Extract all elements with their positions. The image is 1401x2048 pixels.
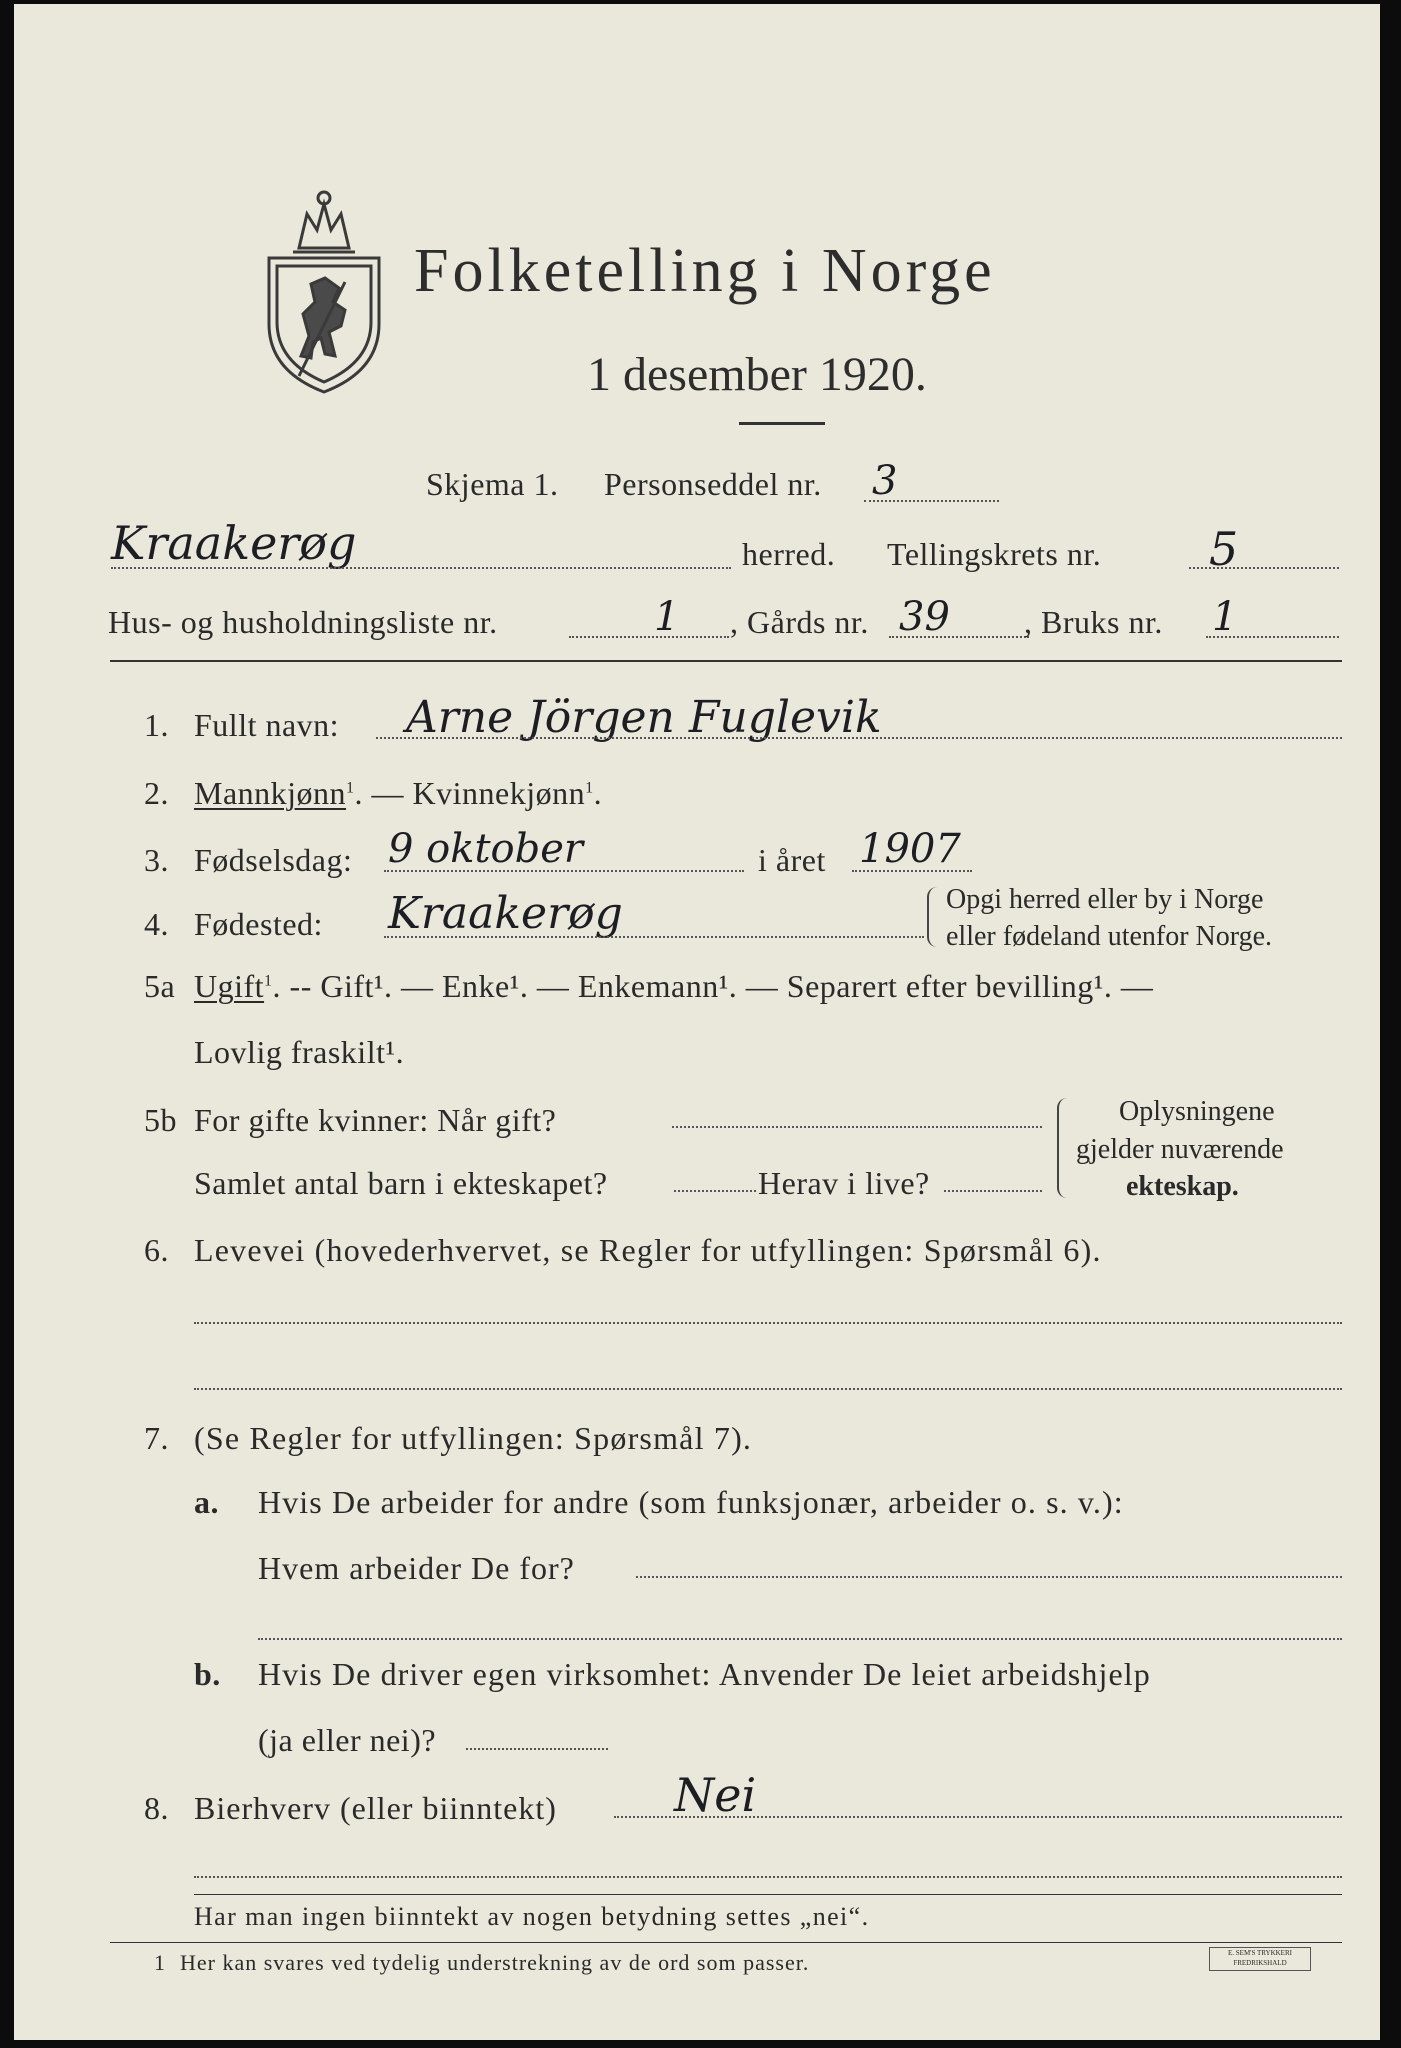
- personseddel-value[interactable]: 3: [872, 458, 898, 504]
- birthplace-line: [384, 936, 924, 938]
- hus-label: Hus- og husholdningsliste nr.: [108, 604, 498, 640]
- hired-help-line[interactable]: [466, 1748, 608, 1750]
- side-income-note: Har man ingen biinntekt av nogen betydning settes „nei“.: [194, 1902, 870, 1931]
- q7a-letter: a.: [194, 1484, 219, 1520]
- footnote-mark: 1: [154, 1950, 165, 1975]
- birthplace-note-1: Opgi herred eller by i Norge: [946, 884, 1264, 915]
- title-divider: [739, 422, 825, 425]
- q1-label: Fullt navn:: [194, 707, 340, 743]
- side-income-value[interactable]: Nei: [674, 1768, 757, 1822]
- bruks-line: [1206, 636, 1339, 638]
- birthplace-value[interactable]: Kraakerøg: [388, 888, 623, 939]
- year-label: i året: [758, 842, 826, 878]
- birthday-line: [384, 870, 744, 872]
- hus-line: [569, 636, 729, 638]
- side-income-label: Bierhverv (eller biinntekt): [194, 1790, 557, 1826]
- printer-stamp: E. SEM'S TRYKKERI FREDRIKSHALD: [1209, 1947, 1311, 1971]
- tellingskrets-line: [1189, 567, 1339, 569]
- gards-value[interactable]: 39: [899, 594, 950, 640]
- marriage-note-2: gjelder nuværende: [1076, 1134, 1284, 1165]
- alive-line: [944, 1190, 1042, 1192]
- footnote-text: Her kan svares ved tydelig understrekning av de ord som passer.: [180, 1950, 810, 1975]
- hus-value[interactable]: 1: [654, 594, 680, 640]
- marriage-brace: [1057, 1098, 1067, 1198]
- herred-value[interactable]: Kraakerøg: [111, 516, 357, 570]
- side-income-line-2[interactable]: [194, 1876, 1342, 1878]
- children-line: [674, 1190, 756, 1192]
- q4-label: Fødested:: [194, 906, 323, 942]
- personseddel-line: [864, 500, 999, 502]
- herred-label: herred.: [742, 536, 836, 572]
- birthday-value[interactable]: 9 oktober: [388, 826, 584, 872]
- occupation-line-2[interactable]: [194, 1388, 1342, 1390]
- married-when-line: [672, 1126, 1042, 1128]
- marital-options: Ugift$^1$. -- Gift¹. — Enke¹. — Enkemann¹. — Separert efter bevilling¹. —: [194, 968, 1154, 1004]
- occupation-label: Levevei (hovederhvervet, se Regler for utfyllingen: Spørsmål 6).: [194, 1232, 1102, 1268]
- hired-help-label: (ja eller nei)?: [258, 1722, 437, 1758]
- tellingskrets-value[interactable]: 5: [1209, 522, 1239, 576]
- schema-label: Skjema 1.: [426, 466, 559, 502]
- q7a-label: Hvis De arbeider for andre (som funksjonær, arbeider o. s. v.):: [258, 1484, 1124, 1520]
- census-form-page: [14, 4, 1380, 2040]
- footnote-divider: [110, 1942, 1342, 1943]
- birth-year-line: [852, 870, 972, 872]
- option-mannkjonn[interactable]: Mannkjønn: [194, 775, 347, 811]
- full-name-line: [376, 737, 1342, 739]
- marriage-note-1: Oplysningene: [1119, 1096, 1275, 1127]
- header-rule: [110, 660, 1342, 662]
- gards-line: [889, 636, 1029, 638]
- q1-number: 1.: [144, 707, 169, 743]
- q8-number: 8.: [144, 1790, 169, 1826]
- employer-label: Hvem arbeider De for?: [258, 1550, 575, 1586]
- option-ugift[interactable]: Ugift: [194, 968, 265, 1004]
- employer-line-1[interactable]: [636, 1576, 1342, 1578]
- side-income-line-1: [614, 1816, 1342, 1818]
- q3-number: 3.: [144, 842, 169, 878]
- alive-label: Herav i live?: [758, 1165, 930, 1201]
- occupation-line-1[interactable]: [194, 1322, 1342, 1324]
- q7b-letter: b.: [194, 1656, 221, 1692]
- full-name-value[interactable]: Arne Jörgen Fuglevik: [406, 692, 882, 743]
- q7b-label: Hvis De driver egen virksomhet: Anvender De leiet arbeidshjelp: [258, 1656, 1151, 1692]
- q4-number: 4.: [144, 906, 169, 942]
- gards-label: , Gårds nr.: [730, 604, 869, 640]
- birthplace-brace: [927, 887, 937, 947]
- q7-number: 7.: [144, 1420, 169, 1456]
- option-lovlig-fraskilt[interactable]: Lovlig fraskilt¹.: [194, 1034, 405, 1070]
- q7-label: (Se Regler for utfyllingen: Spørsmål 7).: [194, 1420, 753, 1456]
- norwegian-coat-of-arms-icon: [259, 186, 389, 394]
- bruks-value[interactable]: 1: [1212, 594, 1238, 640]
- q3-label: Fødselsdag:: [194, 842, 353, 878]
- census-date: 1 desember 1920.: [587, 348, 927, 401]
- birthplace-note-2: eller fødeland utenfor Norge.: [946, 921, 1273, 952]
- children-label: Samlet antal barn i ekteskapet?: [194, 1165, 608, 1201]
- herred-line: [111, 567, 731, 569]
- note-divider: [194, 1894, 1342, 1895]
- employer-line-2[interactable]: [258, 1638, 1342, 1640]
- option-kvinnekjonn[interactable]: Kvinnekjønn: [412, 775, 586, 811]
- form-title: Folketelling i Norge: [414, 237, 996, 305]
- personseddel-label: Personseddel nr.: [604, 466, 822, 502]
- birth-year-value[interactable]: 1907: [859, 826, 961, 872]
- tellingskrets-label: Tellingskrets nr.: [887, 536, 1102, 572]
- bruks-label: , Bruks nr.: [1024, 604, 1163, 640]
- q5a-number: 5a: [144, 968, 176, 1004]
- sex-options: Mannkjønn$^1$. — Kvinnekjønn$^1$.: [194, 775, 603, 811]
- q5b-number: 5b: [144, 1102, 177, 1138]
- married-when-label: For gifte kvinner: Når gift?: [194, 1102, 557, 1138]
- q2-number: 2.: [144, 775, 169, 811]
- marriage-note-3: ekteskap.: [1126, 1171, 1239, 1202]
- q6-number: 6.: [144, 1232, 169, 1268]
